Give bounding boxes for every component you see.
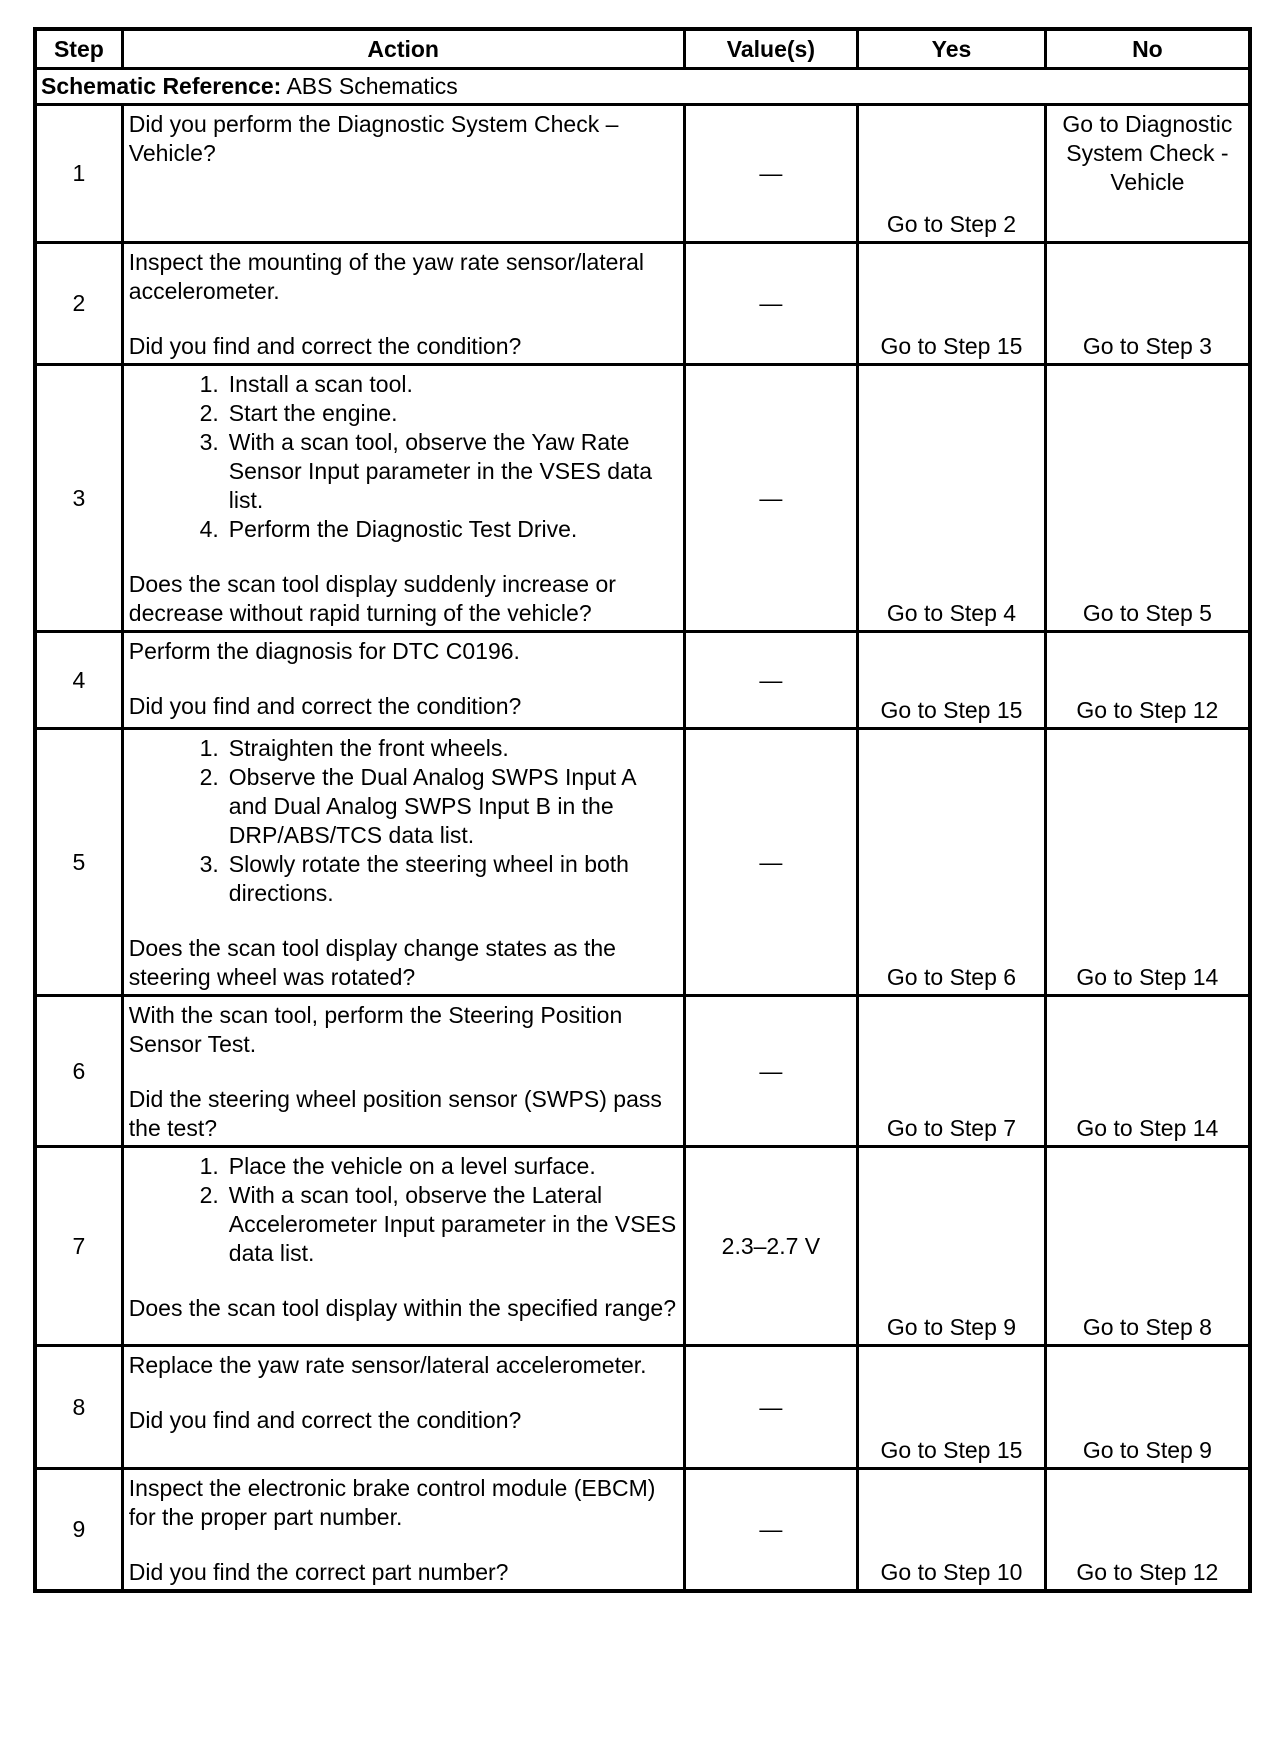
list-item-text: With a scan tool, observe the Lateral Accelerometer Input parameter in the VSES data list. [228,1182,677,1266]
action-question: Did you find and correct the condition? [128,333,522,359]
no-cell: Go to Step 9 [1045,1346,1250,1469]
action-question: Does the scan tool display suddenly increase or decrease without rapid turning of the vehicle? [128,571,616,626]
action-cell [122,1346,684,1469]
schematic-reference-row [35,69,1250,105]
yes-cell: Go to Step 9 [858,1147,1046,1346]
list-item-text: Place the vehicle on a level surface. [228,1153,596,1179]
list-item-text: Start the engine. [228,400,398,426]
action-question: Did the steering wheel position sensor (SWPS) pass the test? [128,1086,662,1141]
yes-cell: Go to Step 7 [858,996,1046,1147]
schematic-reference-label: Schematic Reference: [41,73,282,99]
action-cell [122,632,684,729]
list-item-text: With a scan tool, observe the Yaw Rate Sensor Input parameter in the VSES data list. [228,429,652,513]
step-number: 5 [35,729,122,996]
step-number: 8 [35,1346,122,1469]
action-question: Does the scan tool display within the specified range? [128,1295,676,1321]
value-cell: — [684,365,858,632]
action-intro: Perform the diagnosis for DTC C0196. [128,638,520,664]
list-item-text: Perform the Diagnostic Test Drive. [228,516,578,542]
action-intro: Inspect the mounting of the yaw rate sensor/lateral accelerometer. [128,249,645,304]
action-cell [122,105,684,243]
action-cell [122,243,684,365]
spacer [129,1380,679,1406]
no-cell: Go to Step 5 [1045,365,1250,632]
yes-cell: Go to Step 15 [858,632,1046,729]
value-cell: — [684,1346,858,1469]
list-item-number: 1. [199,735,219,761]
list-item-number: 2. [199,400,219,426]
table-row [35,1346,1250,1469]
header-values: Value(s) [684,29,858,69]
action-question: Did you perform the Diagnostic System Check – Vehicle? [128,111,619,166]
list-item [129,370,679,399]
list-item-number: 3. [199,429,219,455]
list-item-text: Install a scan tool. [228,371,413,397]
action-intro: Inspect the electronic brake control module (EBCM) for the proper part number. [128,1475,656,1530]
table-body [35,69,1250,1592]
yes-cell: Go to Step 4 [858,365,1046,632]
spacer [129,306,679,332]
action-question: Did you find the correct part number? [128,1559,509,1585]
header-no: No [1045,29,1250,69]
step-number: 9 [35,1469,122,1592]
list-item-number: 4. [199,516,219,542]
action-intro: Replace the yaw rate sensor/lateral accelerometer. [128,1352,647,1378]
schematic-reference [35,69,1250,105]
header-yes: Yes [858,29,1046,69]
no-cell: Go to Step 3 [1045,243,1250,365]
no-cell: Go to Step 14 [1045,996,1250,1147]
no-cell: Go to Step 12 [1045,1469,1250,1592]
step-number: 6 [35,996,122,1147]
value-cell: — [684,729,858,996]
list-item-number: 3. [199,851,219,877]
spacer [129,1268,679,1294]
no-cell: Go to Step 12 [1045,632,1250,729]
value-cell: — [684,243,858,365]
action-steps-list [129,1152,679,1268]
action-question: Does the scan tool display change states as the steering wheel was rotated? [128,935,616,990]
no-cell: Go to Diagnostic System Check - Vehicle [1045,105,1250,243]
table-row [35,1469,1250,1592]
action-steps-list [129,734,679,908]
list-item [129,850,679,908]
value-cell: — [684,1469,858,1592]
spacer [129,1059,679,1085]
step-number: 4 [35,632,122,729]
action-cell [122,1469,684,1592]
list-item [129,399,679,428]
action-cell [122,996,684,1147]
list-item [129,734,679,763]
spacer [129,1532,679,1558]
list-item-number: 1. [199,371,219,397]
value-cell: — [684,996,858,1147]
step-number: 1 [35,105,122,243]
step-number: 2 [35,243,122,365]
header-step: Step [35,29,122,69]
no-cell: Go to Step 14 [1045,729,1250,996]
step-number: 7 [35,1147,122,1346]
table-row [35,365,1250,632]
yes-cell: Go to Step 10 [858,1469,1046,1592]
value-cell: — [684,105,858,243]
spacer [129,908,679,934]
action-cell [122,365,684,632]
step-number: 3 [35,365,122,632]
list-item-number: 1. [199,1153,219,1179]
table-row [35,1147,1250,1346]
list-item [129,1181,679,1268]
table-row [35,243,1250,365]
table-row [35,632,1250,729]
action-intro: With the scan tool, perform the Steering Position Sensor Test. [128,1002,623,1057]
list-item-number: 2. [199,764,219,790]
yes-cell: Go to Step 15 [858,1346,1046,1469]
list-item [129,428,679,515]
list-item-text: Slowly rotate the steering wheel in both directions. [228,851,629,906]
action-cell [122,1147,684,1346]
header-action: Action [122,29,684,69]
action-question: Did you find and correct the condition? [128,693,522,719]
diagnostic-table [33,27,1252,1593]
no-cell: Go to Step 8 [1045,1147,1250,1346]
list-item-text: Straighten the front wheels. [228,735,509,761]
table-row [35,996,1250,1147]
action-cell [122,729,684,996]
table-row [35,105,1250,243]
table-row [35,729,1250,996]
spacer [129,666,679,692]
list-item [129,763,679,850]
yes-cell: Go to Step 15 [858,243,1046,365]
yes-cell: Go to Step 6 [858,729,1046,996]
value-cell: — [684,632,858,729]
action-steps-list [129,370,679,544]
list-item-number: 2. [199,1182,219,1208]
yes-cell: Go to Step 2 [858,105,1046,243]
list-item [129,1152,679,1181]
action-question: Did you find and correct the condition? [128,1407,522,1433]
spacer [129,544,679,570]
list-item [129,515,679,544]
header-row [35,29,1250,69]
list-item-text: Observe the Dual Analog SWPS Input A and Dual Analog SWPS Input B in the DRP/ABS/TCS data list. [228,764,636,848]
schematic-reference-value: ABS Schematics [286,73,458,99]
value-cell: 2.3–2.7 V [684,1147,858,1346]
